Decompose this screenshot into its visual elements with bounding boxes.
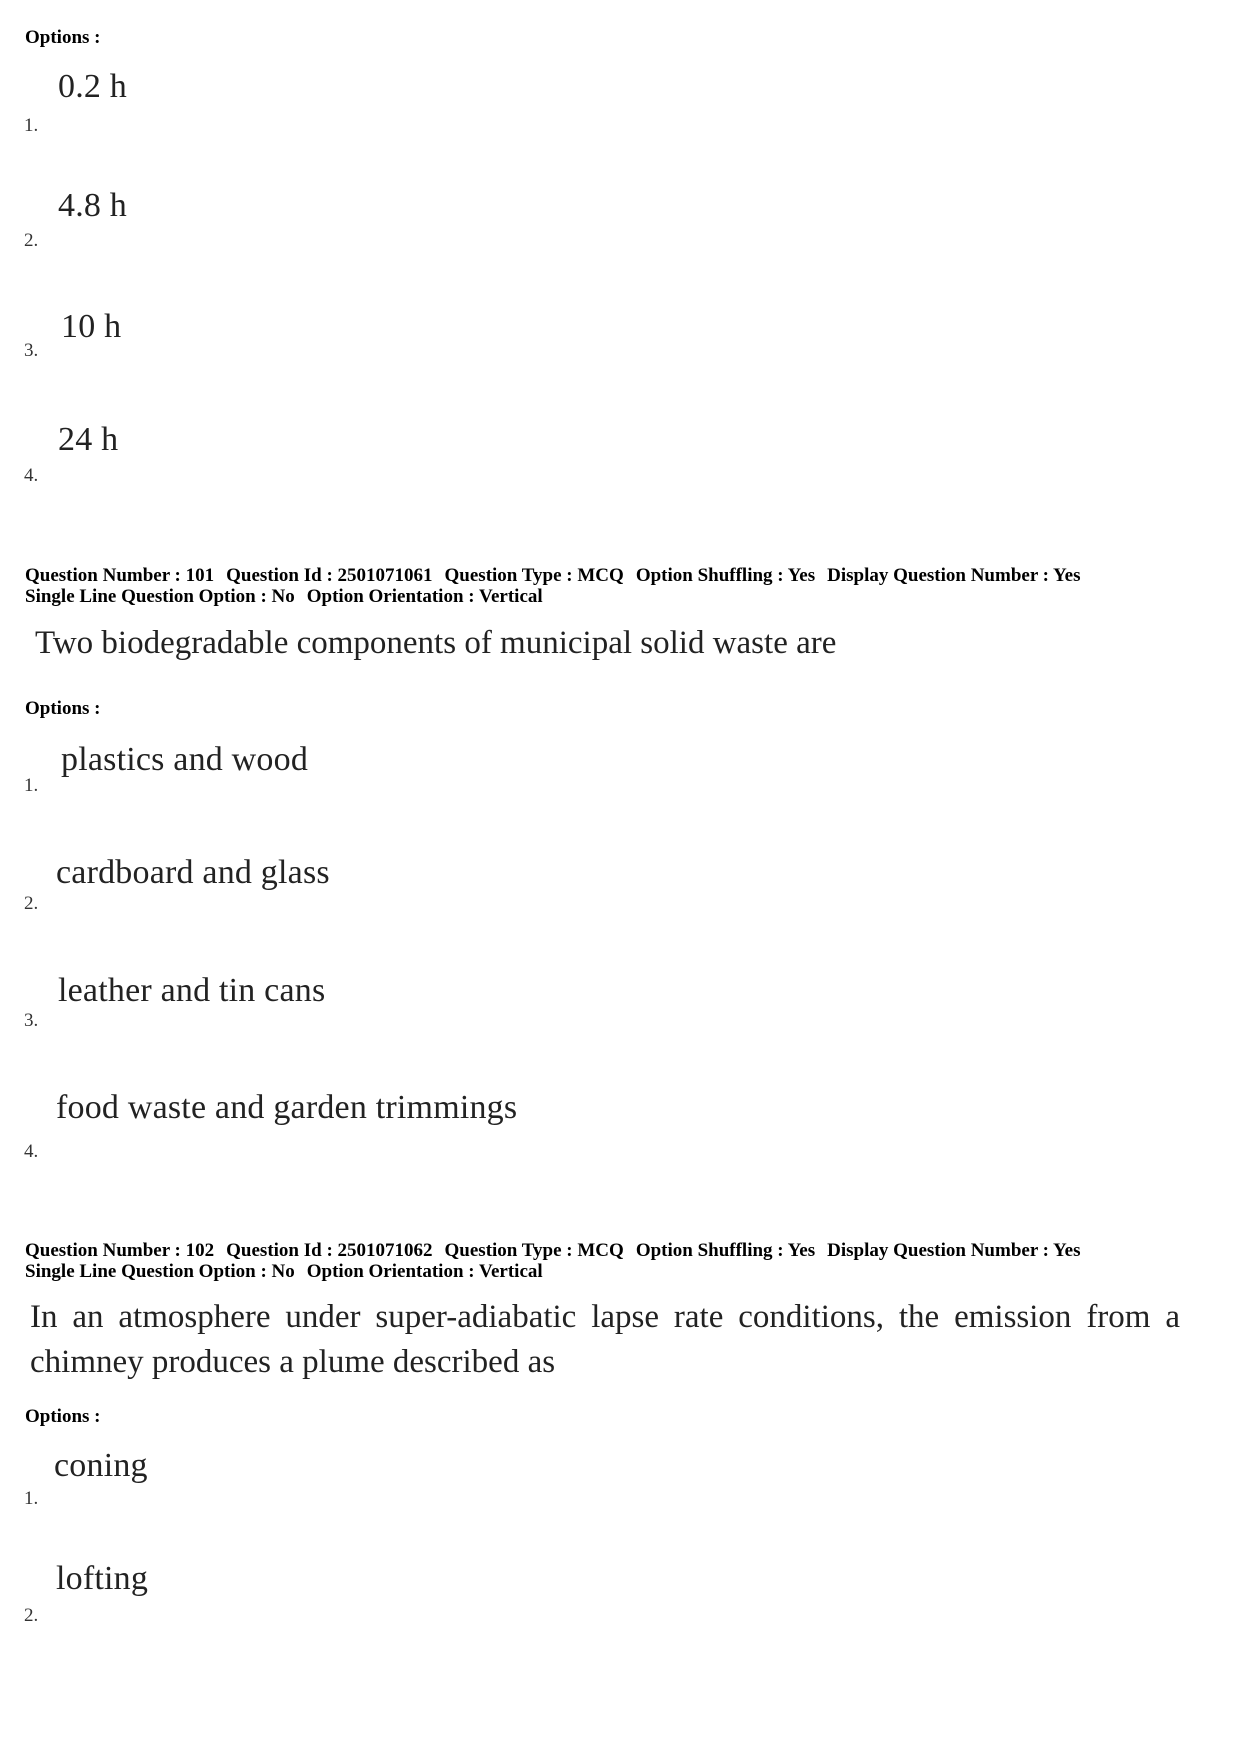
- option-text: cardboard and glass: [56, 854, 330, 891]
- question-type: Question Type : MCQ: [444, 1240, 624, 1261]
- option-orientation: Option Orientation : Vertical: [306, 586, 543, 607]
- option-text: 24 h: [58, 421, 119, 458]
- question-id: Question Id : 2501071062: [226, 1240, 433, 1261]
- question-meta-line1: [25, 565, 1092, 586]
- option-text: 4.8 h: [58, 187, 127, 224]
- option-shuffling: Option Shuffling : Yes: [635, 1240, 816, 1261]
- option-number: 1.: [24, 1488, 39, 1509]
- option-text: coning: [54, 1447, 148, 1484]
- question-meta-line2: [25, 586, 555, 607]
- question-number: Question Number : 101: [25, 565, 215, 586]
- option-text: lofting: [56, 1560, 149, 1597]
- options-label: Options :: [25, 27, 101, 48]
- question-meta-line1: [25, 1240, 1092, 1261]
- option-number: 4.: [24, 1141, 39, 1162]
- option-number: 1.: [24, 775, 39, 796]
- question-id: Question Id : 2501071061: [226, 565, 433, 586]
- option-number: 2.: [24, 230, 39, 251]
- question-number: Question Number : 102: [25, 1240, 215, 1261]
- option-shuffling: Option Shuffling : Yes: [635, 565, 816, 586]
- option-number: 2.: [24, 1605, 39, 1626]
- question-type: Question Type : MCQ: [444, 565, 624, 586]
- option-number: 3.: [24, 340, 39, 361]
- option-text: leather and tin cans: [58, 972, 326, 1009]
- single-line-option: Single Line Question Option : No: [25, 586, 295, 607]
- display-question-number: Display Question Number : Yes: [827, 1240, 1081, 1261]
- option-number: 3.: [24, 1010, 39, 1031]
- question-text: In an atmosphere under super-adiabatic lapse rate conditions, the emission from a chimney produces a plume described as: [30, 1299, 1180, 1380]
- option-orientation: Option Orientation : Vertical: [306, 1261, 543, 1282]
- question-meta-line2: [25, 1261, 555, 1282]
- question-text: Two biodegradable components of municipal solid waste are: [35, 625, 837, 661]
- options-label: Options :: [25, 698, 101, 719]
- display-question-number: Display Question Number : Yes: [827, 565, 1081, 586]
- option-number: 1.: [24, 115, 39, 136]
- option-text: plastics and wood: [61, 741, 309, 778]
- single-line-option: Single Line Question Option : No: [25, 1261, 295, 1282]
- option-text: 0.2 h: [58, 68, 127, 105]
- options-label: Options :: [25, 1406, 101, 1427]
- option-number: 2.: [24, 893, 39, 914]
- option-text: 10 h: [61, 308, 122, 345]
- option-number: 4.: [24, 465, 39, 486]
- option-text: food waste and garden trimmings: [56, 1089, 518, 1126]
